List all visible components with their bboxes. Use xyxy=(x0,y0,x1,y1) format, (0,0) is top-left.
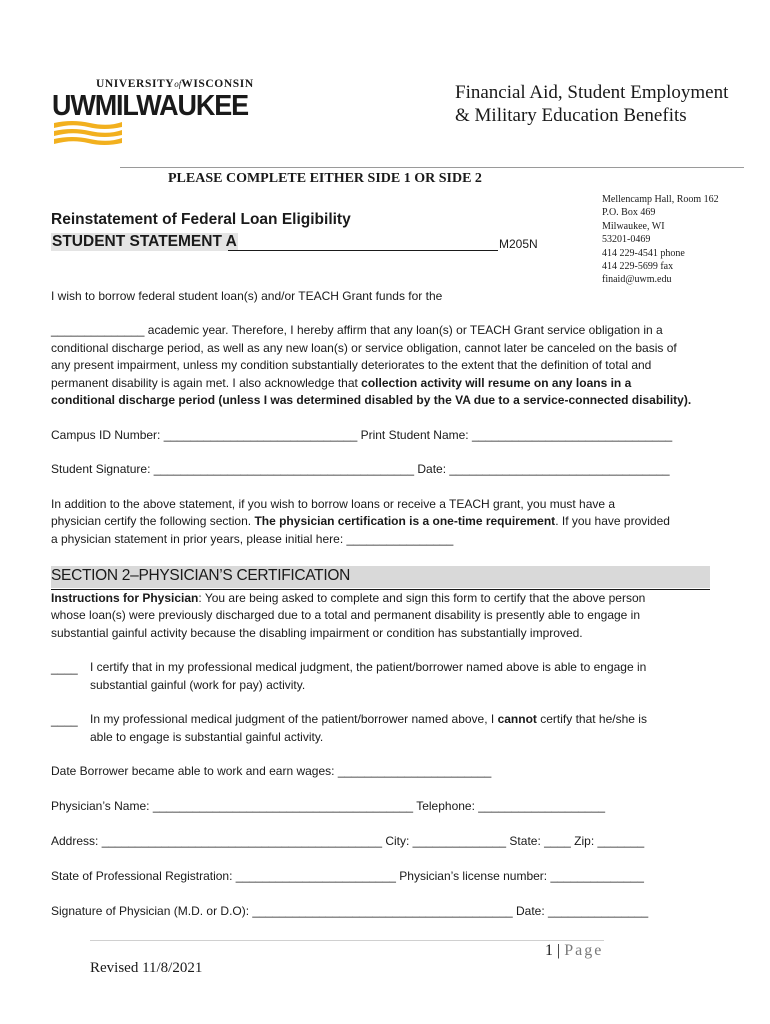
physician-address-field[interactable]: Address: __________________________________________ City: ______________ State: ____ Zip: _______ xyxy=(51,834,645,848)
statement-line: any present impairment, unless my condition substantially deteriorates to the extent that the definition of total and xyxy=(51,358,652,372)
logo-flag-icon xyxy=(52,119,124,147)
physician-note-line: In addition to the above statement, if you wish to borrow loans or receive a TEACH grant, you must have a xyxy=(51,497,616,511)
footer-divider xyxy=(90,940,604,941)
logo-university-line: UNIVERSITYofWISCONSIN xyxy=(96,78,254,90)
uwm-logo xyxy=(52,78,277,148)
office-address xyxy=(602,193,719,287)
address-line: Mellencamp Hall, Room 162 xyxy=(602,194,719,205)
department-header xyxy=(455,81,728,127)
initial-field[interactable]: a physician statement in prior years, please initial here: ________________ xyxy=(51,532,454,546)
option-2-text: able to engage is substantial gainful activity. xyxy=(90,730,324,744)
address-line: 414 229-4541 phone xyxy=(602,247,685,259)
form-title: Reinstatement of Federal Loan Eligibility xyxy=(51,211,351,228)
option-1-text: I certify that in my professional medical judgment, the patient/borrower named above is able to engage in xyxy=(90,660,647,674)
statement-line: ______________ academic year. Therefore, I hereby affirm that any loan(s) or TEACH Grant service obligation in a xyxy=(51,323,663,337)
date-work-field[interactable]: Date Borrower became able to work and earn wages: _______________________ xyxy=(51,764,492,778)
physician-name-field[interactable]: Physician’s Name: _______________________________________ Telephone: ___________________ xyxy=(51,799,606,813)
statement-line: conditional discharge period (unless I was determined disabled by the VA due to a service-connected disability). xyxy=(51,393,692,407)
title-underline xyxy=(228,250,498,251)
physician-note-line: physician certify the following section. The physician certification is a one-time requirement. If you have provided xyxy=(51,514,670,528)
option-2-text: In my professional medical judgment of the patient/borrower named above, I cannot certify that he/she is xyxy=(90,712,647,726)
department-line-2: & Military Education Benefits xyxy=(455,105,687,126)
side-instruction: PLEASE COMPLETE EITHER SIDE 1 OR SIDE 2 xyxy=(168,171,482,186)
section-title: SECTION 2–PHYSICIAN’S CERTIFICATION xyxy=(51,567,350,584)
statement-line: permanent disability is again met. I also acknowledge that collection activity will resume on any loans in a xyxy=(51,376,632,390)
student-signature-field[interactable]: Student Signature: _______________________________________ Date: _________________________________ xyxy=(51,462,670,476)
registration-field[interactable]: State of Professional Registration: ________________________ Physician’s license number: ______________ xyxy=(51,869,644,883)
instructions-line: whose loan(s) were previously discharged due to a total and permanent disability is presently able to engage in xyxy=(51,608,641,622)
address-line: P.O. Box 469 xyxy=(602,207,656,219)
option-1-blank[interactable]: ____ xyxy=(51,661,78,675)
header-divider xyxy=(120,167,744,168)
campus-id-field[interactable]: Campus ID Number: _____________________________ Print Student Name: ______________________________ xyxy=(51,428,673,442)
address-line: Milwaukee, WI xyxy=(602,220,665,232)
department-line-1: Financial Aid, Student Employment xyxy=(455,82,729,103)
option-1-text: substantial gainful (work for pay) activity. xyxy=(90,678,306,692)
option-2-blank[interactable]: ____ xyxy=(51,713,78,727)
instructions-line: Instructions for Physician: You are being asked to complete and sign this form to certify that the above person xyxy=(51,591,646,605)
revised-date: Revised 11/8/2021 xyxy=(90,960,203,976)
instructions-line: substantial gainful activity because the disabling impairment or condition has substantially improved. xyxy=(51,626,583,640)
form-subtitle: STUDENT STATEMENT A xyxy=(52,233,237,250)
address-line: 414 229-5699 fax xyxy=(602,261,674,273)
statement-intro: I wish to borrow federal student loan(s) and/or TEACH Grant funds for the xyxy=(51,289,443,303)
physician-signature-field[interactable]: Signature of Physician (M.D. or D.O): _______________________________________ Date: _______________ xyxy=(51,904,649,918)
logo-wordmark: UWMILWAUKEE xyxy=(52,90,248,122)
statement-line: conditional discharge period, as well as any new loan(s) or service obligation, cannot later be canceled on the basis of xyxy=(51,341,677,355)
address-line: 53201-0469 xyxy=(602,234,651,246)
form-code: M205N xyxy=(499,237,538,251)
address-email: finaid@uwm.edu xyxy=(602,274,672,286)
page-number: 1 | Page xyxy=(545,942,604,959)
